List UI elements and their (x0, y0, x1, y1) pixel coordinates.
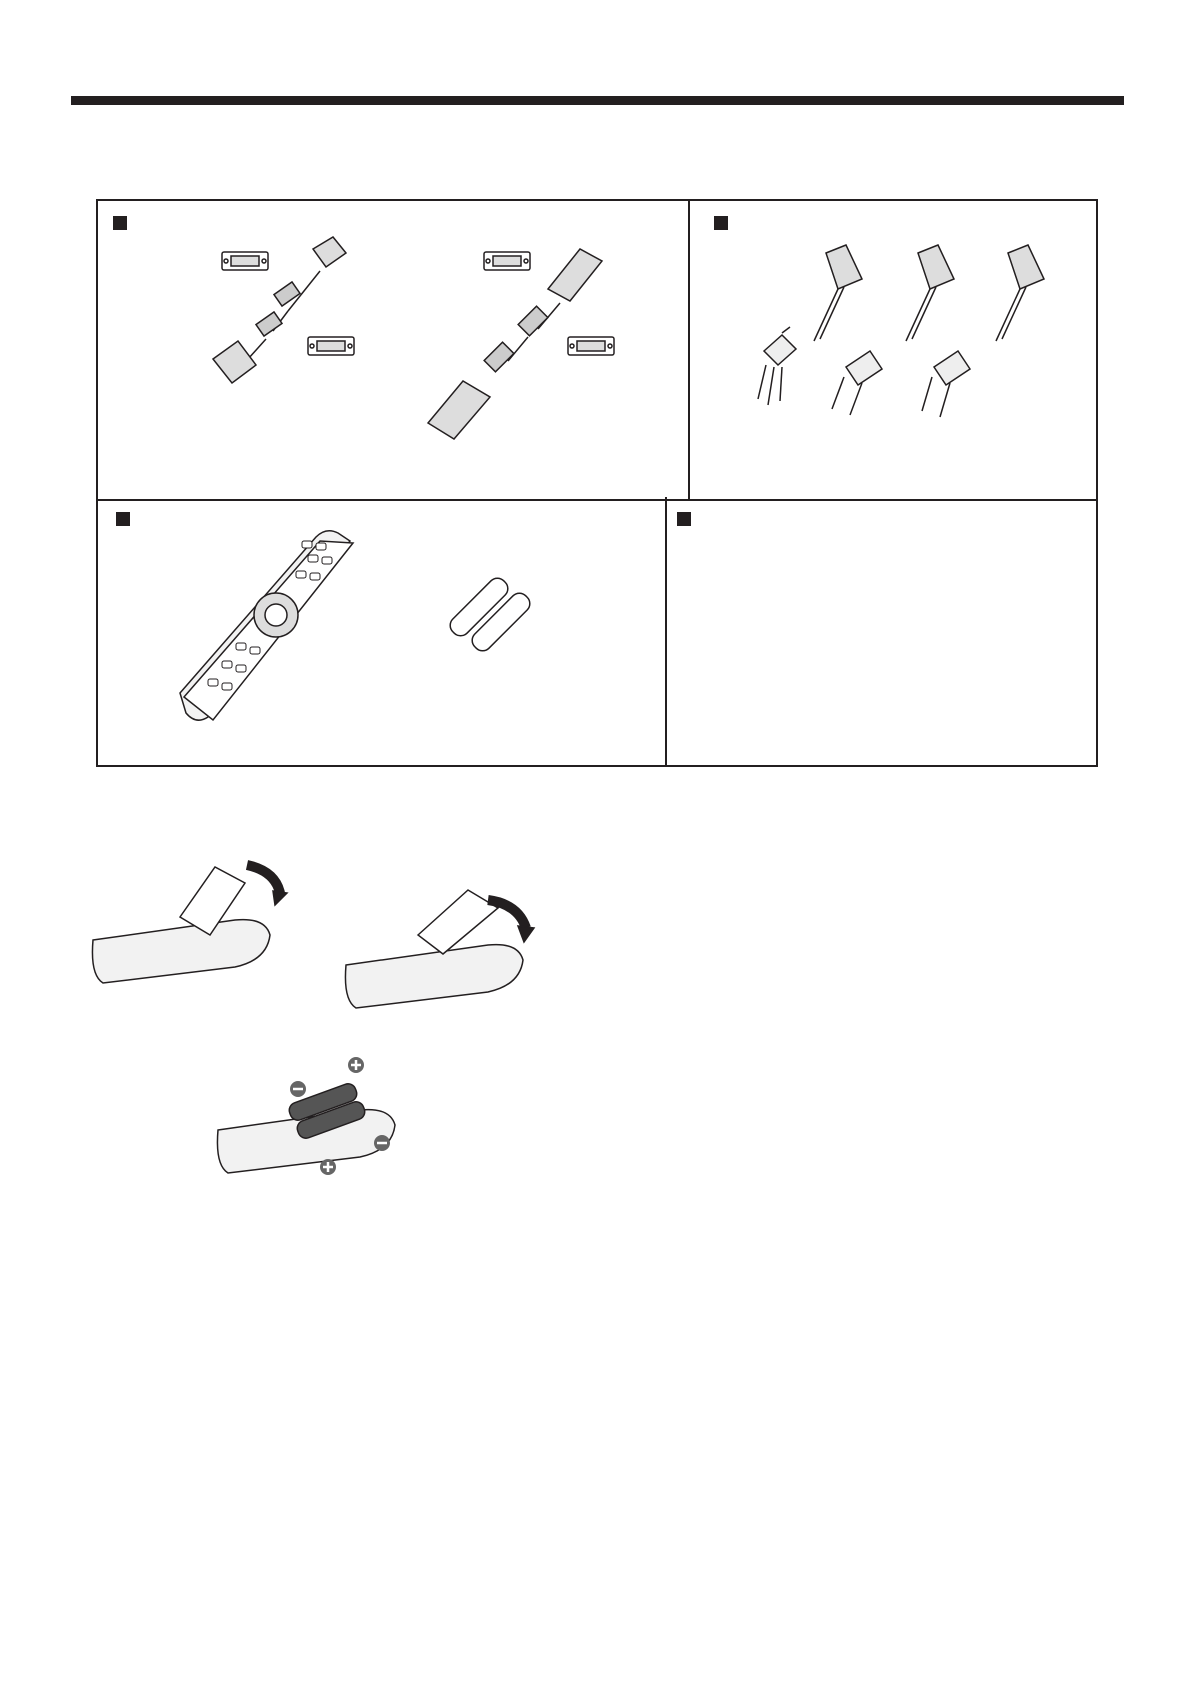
insert-batteries-polarity (210, 1055, 420, 1180)
plus-icon (348, 1057, 364, 1073)
close-battery-cover (338, 890, 548, 1015)
aa-batteries-illustration (98, 497, 665, 765)
header-rule (71, 96, 1124, 105)
power-cord-3 (686, 201, 1096, 499)
plus-icon (320, 1159, 336, 1175)
cables-panel (96, 199, 690, 501)
remote-panel (96, 497, 667, 767)
open-battery-cover (85, 865, 295, 990)
rs232c-cable-illustration (98, 201, 688, 499)
power-cords-panel (686, 199, 1098, 501)
minus-icon (374, 1135, 390, 1151)
section-marker-icon (677, 512, 691, 526)
empty-panel (663, 497, 1098, 767)
minus-icon (290, 1081, 306, 1097)
